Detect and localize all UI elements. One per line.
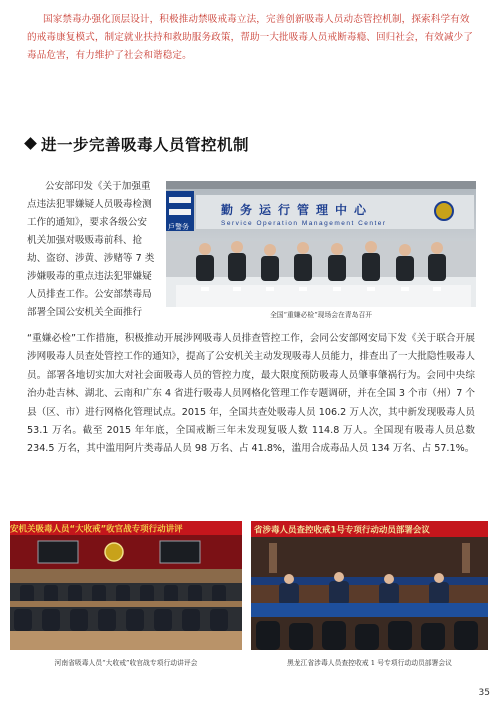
- section-title-text: 进一步完善吸毒人员管控机制: [41, 136, 250, 154]
- banner-text: 安机关吸毒人员“大收戒”收官战专项行动讲评: [10, 524, 183, 535]
- body-paragraph-full: “重嫌必检”工作措施，积极推动开展涉网吸毒人员排查管控工作，会同公安部网安局下发《关于联合开展涉网吸毒人员查处管控工作的通知》，提高了公安机关主动发现吸毒人员能力，排查出了一大批隐性吸毒人员。部署各地切实加大对社会面吸毒人员的管控力度，最大限度预防吸毒人员肇事肇祸行为。会同中央综治办赴吉林、湖北、云南和广东 4 省进行吸毒人员网格化管理工作专题调研，并在全国 3 个市（州）7 个县（区、市）进行网格化管理试点。2015 年，全国共查处吸毒人员 106.2 万人次，其中新发现吸毒人员 53.1 万名。截至 2015 年年底，全国戒断三年未发现复吸人数 114.8 万人。全国现有吸毒人员总数 234.5 万名，其中滥用阿片类毒品人员 98 万名、占 41.8%，滥用合成毒品人员 134 万名、占 57.1%。: [27, 333, 475, 455]
- diamond-bullet-icon: [24, 137, 37, 150]
- section-heading: [26, 133, 249, 155]
- body-line: 涉嫌吸毒的重点违法犯罪嫌疑: [27, 271, 152, 282]
- banner-text: 省涉毒人员查控收戒1号专项行动动员部署会议: [254, 525, 430, 536]
- intro-paragraph: 国家禁毒办强化顶层设计，积极推动禁吸戒毒立法，完善创新吸毒人员动态管控机制，探索科学有效的戒毒康复模式，制定就业扶持和救助服务政策，帮助一大批吸毒人员戒断毒瘾、回归社会，有效减少了毒品危害，有力维护了社会和谐稳定。: [27, 14, 473, 61]
- sign-english-text: Service Operation Management Center: [221, 220, 387, 227]
- body-line: 劫、盗窃、涉黄、涉赌等 7 类: [27, 253, 155, 264]
- body-line: 点违法犯罪嫌疑人员吸毒检测: [27, 199, 152, 210]
- photo-henan-meeting: [10, 521, 242, 650]
- photo-heilongjiang-meeting: [251, 521, 488, 650]
- body-line: 工作的通知》，要求各级公安: [27, 217, 147, 228]
- photo-caption: 全国“重嫌必检”现场会在青岛召开: [269, 311, 373, 319]
- banner-fragment: 戶警务: [168, 224, 189, 231]
- body-line: 公安部印发《关于加强重: [45, 181, 151, 192]
- body-line: 部署全国公安机关全面推行: [27, 307, 143, 318]
- police-badge-icon: [105, 543, 123, 561]
- body-paragraph-wrapped: [27, 178, 157, 322]
- page-number: 35: [478, 688, 490, 698]
- body-line: 人员排查工作。公安部禁毒局: [27, 289, 152, 300]
- body-line: 机关加强对吸贩毒前科、抢: [27, 235, 143, 246]
- sign-chinese-text: 勤务运行管理中心: [221, 203, 374, 217]
- police-badge-icon: [435, 202, 453, 220]
- photo-caption: 黑龙江省涉毒人员查控收戒 1 号专项行动动员部署会议: [287, 659, 452, 667]
- photo-command-center-meeting: [166, 181, 476, 307]
- photo-caption: 河南省吸毒人员“大收戒”收官战专项行动讲评会: [54, 659, 198, 667]
